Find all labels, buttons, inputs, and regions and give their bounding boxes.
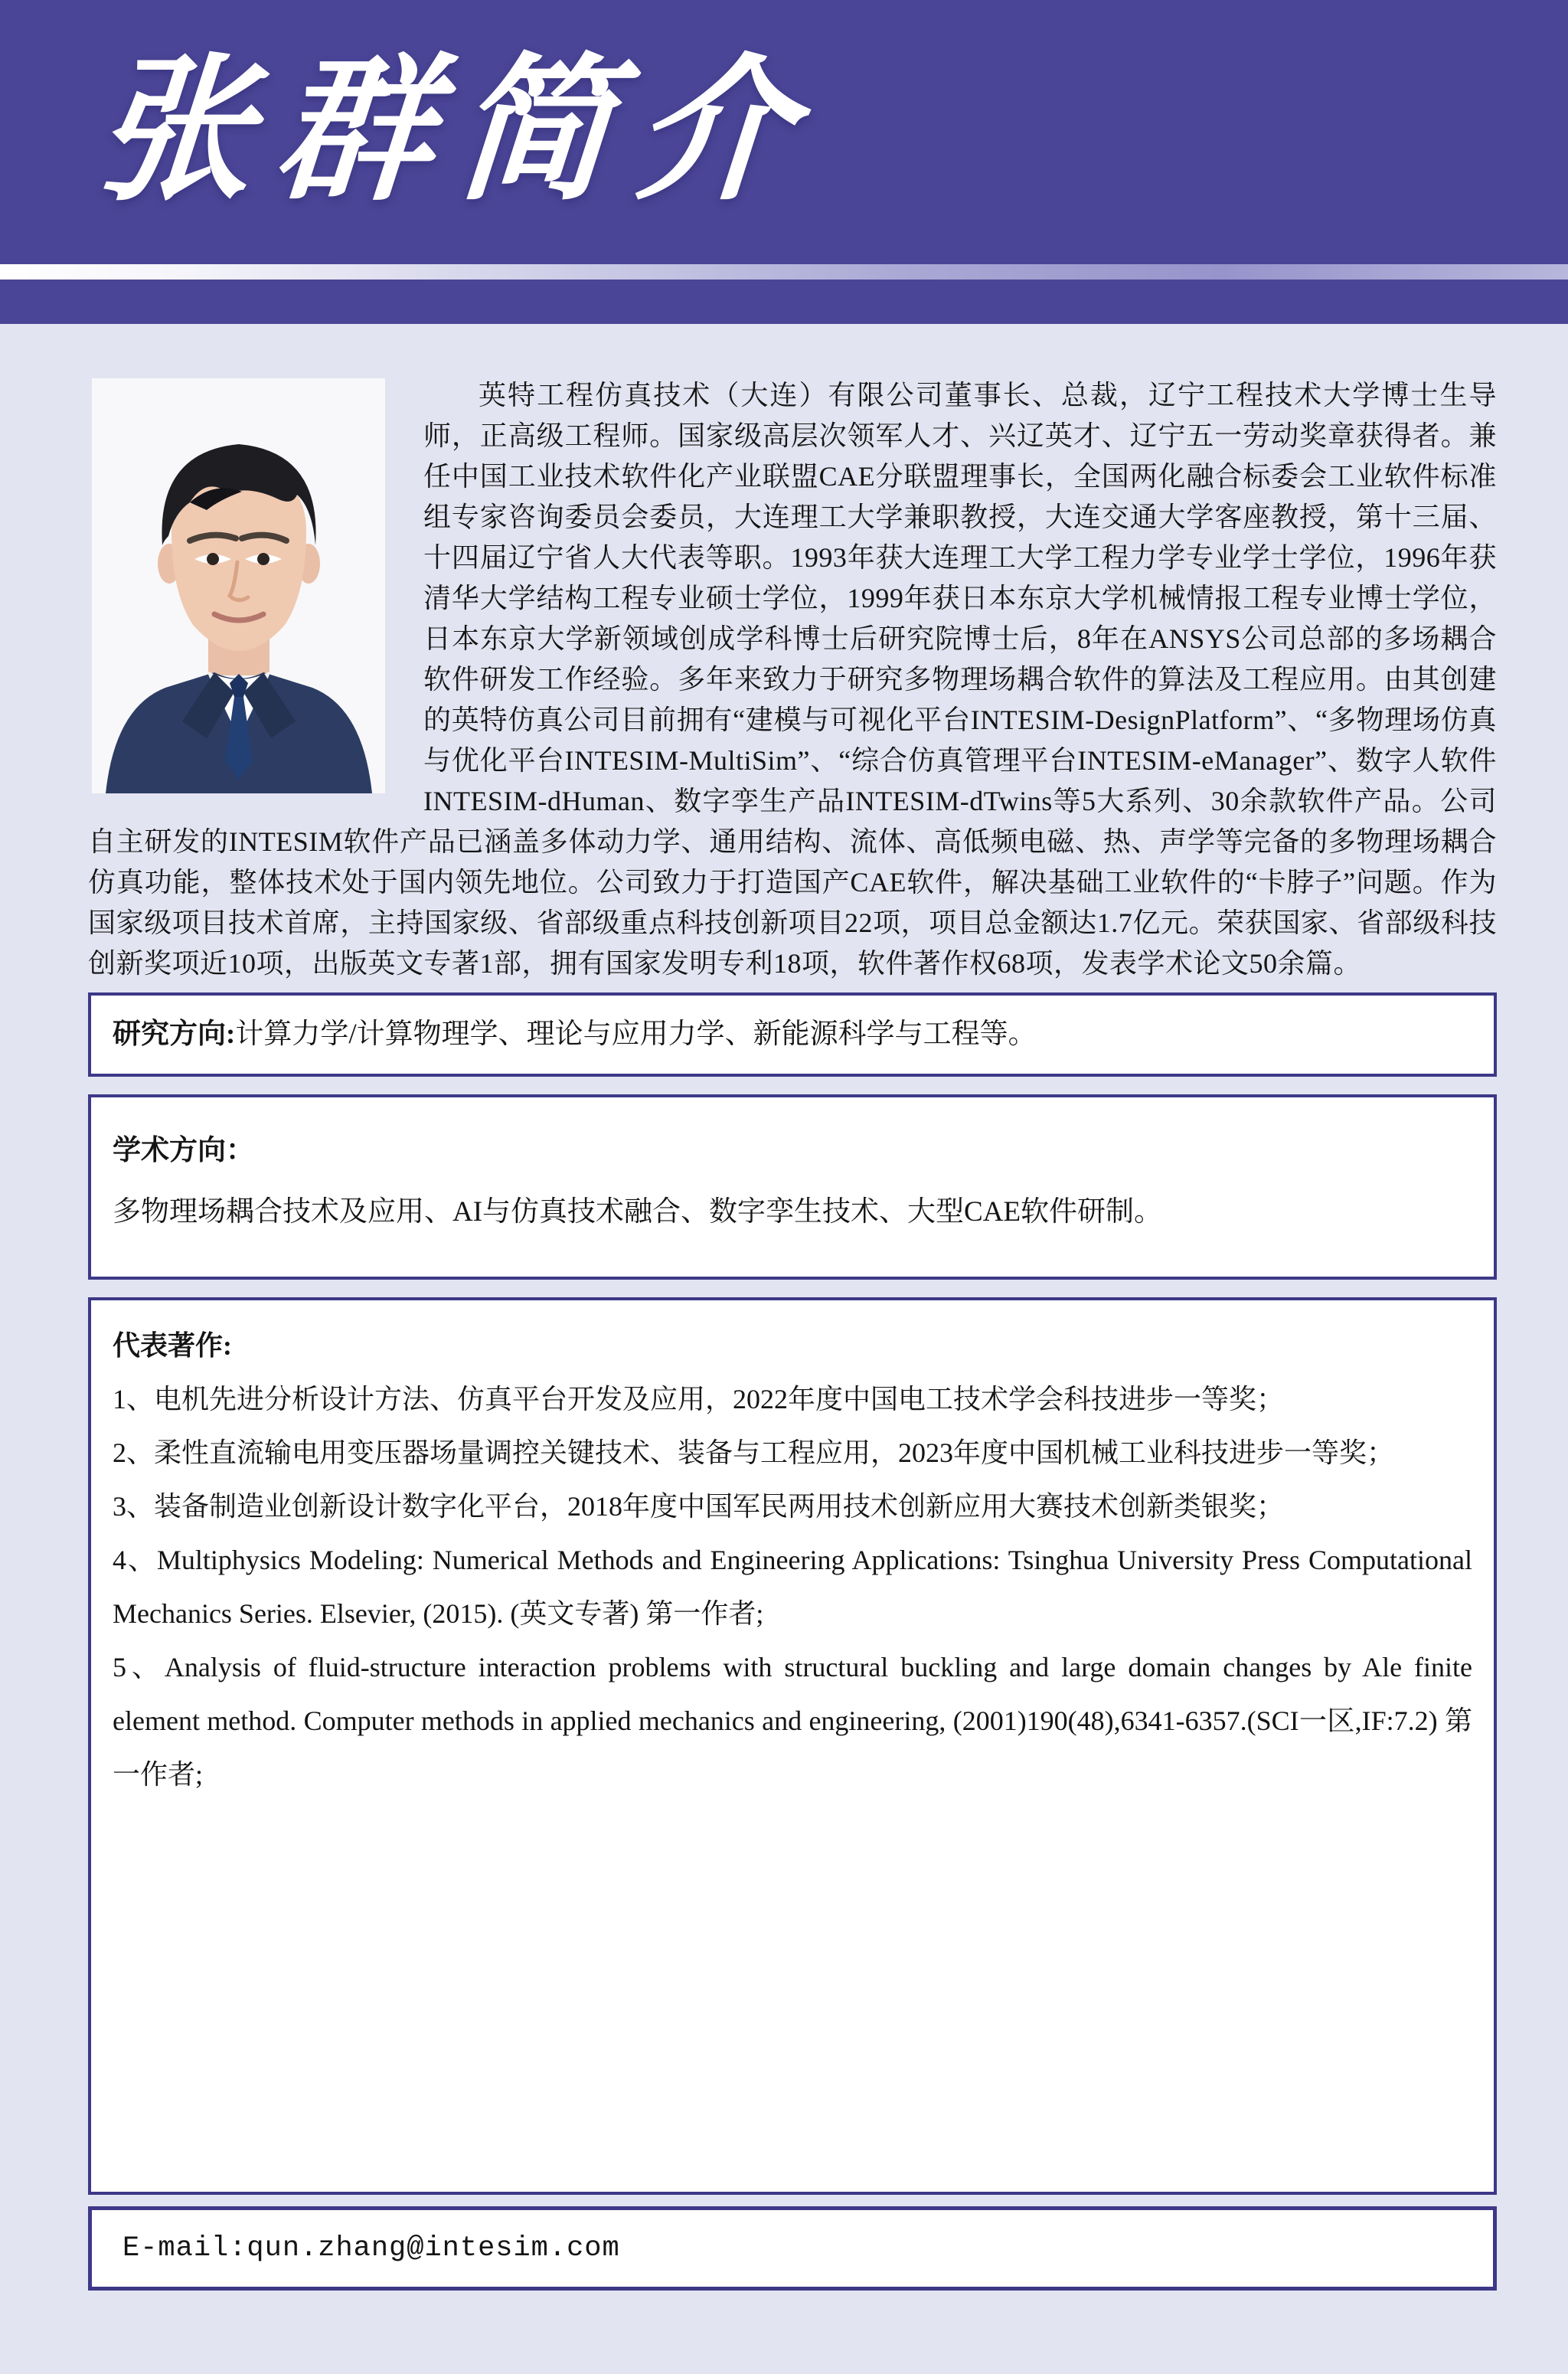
content-column [88, 375, 1497, 2291]
research-direction-line [113, 1014, 1472, 1055]
page-title: 张群简介 [89, 38, 822, 222]
research-direction-box [88, 992, 1497, 1077]
works-item-2: 2、柔性直流输电用变压器场量调控关键技术、装备与工程应用，2023年度中国机械工业科技进步一等奖； [113, 1437, 1395, 1468]
banner-gradient-stripe [0, 264, 1568, 280]
research-direction-label: 研究方向: [113, 1019, 236, 1050]
academic-direction-box [88, 1094, 1497, 1280]
works-item-1: 1、电机先进分析设计方法、仿真平台开发及应用，2022年度中国电工技术学会科技进步一等奖； [113, 1384, 1285, 1414]
header-banner [0, 0, 1568, 324]
portrait-photo [92, 378, 385, 793]
bio-paragraph: 英特工程仿真技术（大连）有限公司董事长、总裁，辽宁工程技术大学博士生导师，正高级工程师。国家级高层次领军人才、兴辽英才、辽宁五一劳动奖章获得者。兼任中国工业技术软件化产业联盟CAE分联盟理事长，全国两化融合标委会工业软件标准组专家咨询委员会委员，大连理工大学兼职教授，大连交通大学客座教授，第十三届、十四届辽宁省人大代表等职。1993年获大连理工大学工程力学专业学士学位，1996年获清华大学结构工程专业硕士学位，1999年获日本东京大学机械情报工程专业博士学位，日本东京大学新领域创成学科博士后研究院博士后，8年在ANSYS公司总部的多场耦合软件研发工作经验。多年来致力于研究多物理场耦合软件的算法及工程应用。由其创建的英特仿真公司目前拥有“建模与可视化平台INTESIM-DesignPlatform”、“多物理场仿真与优化平台INTESIM-MultiSim”、“综合仿真管理平台INTESIM-eManager”、数字人软件INTESIM-dHuman、数字孪生产品INTESIM-dTwins等5大系列、30余款软件产品。公司自主研发的INTESIM软件产品已涵盖多体动力学、通用结构、流体、高低频电磁、热、声学等完备的多物理场耦合仿真功能，整体技术处于国内领先地位。公司致力于打造国产CAE软件，解决基础工业软件的“卡脖子”问题。作为国家级项目技术首席，主持国家级、省部级重点科技创新项目22项，项目总金额达1.7亿元。荣获国家、省部级科技创新奖项近10项，出版英文专著1部，拥有国家发明专利18项，软件著作权68项，发表学术论文50余篇。 [88, 380, 1497, 979]
representative-works-box [88, 1297, 1497, 2195]
representative-works-label: 代表著作: [113, 1330, 232, 1361]
academic-direction-label: 学术方向： [113, 1135, 254, 1166]
bio-section [88, 375, 1497, 988]
works-item-4: 4、Multiphysics Modeling: Numerical Methods and Engineering Applications: Tsinghua University Press Computational Mechanics Series. Elsevier, (2015). (英文专著) 第一作者; [113, 1545, 1472, 1629]
academic-direction-text: 多物理场耦合技术及应用、AI与仿真技术融合、数字孪生技术、大型CAE软件研制。 [113, 1196, 1163, 1228]
portrait-illustration [92, 378, 385, 793]
email-text: E-mail:qun.zhang@intesim.com [122, 2232, 620, 2264]
email-box [88, 2206, 1497, 2291]
representative-works-list [113, 1372, 1472, 1801]
works-item-5: 5、Analysis of fluid-structure interaction problems with structural buckling and large domain changes by Ale finite element method. Computer methods in applied mechanics and engineering, (2001)190(48),6341-6357.(SCI一区,IF:7.2) 第一作者; [113, 1652, 1472, 1790]
research-direction-text: 计算力学/计算物理学、理论与应用力学、新能源科学与工程等。 [235, 1019, 1037, 1050]
works-item-3: 3、装备制造业创新设计数字化平台，2018年度中国军民两用技术创新应用大赛技术创新类银奖； [113, 1491, 1285, 1522]
